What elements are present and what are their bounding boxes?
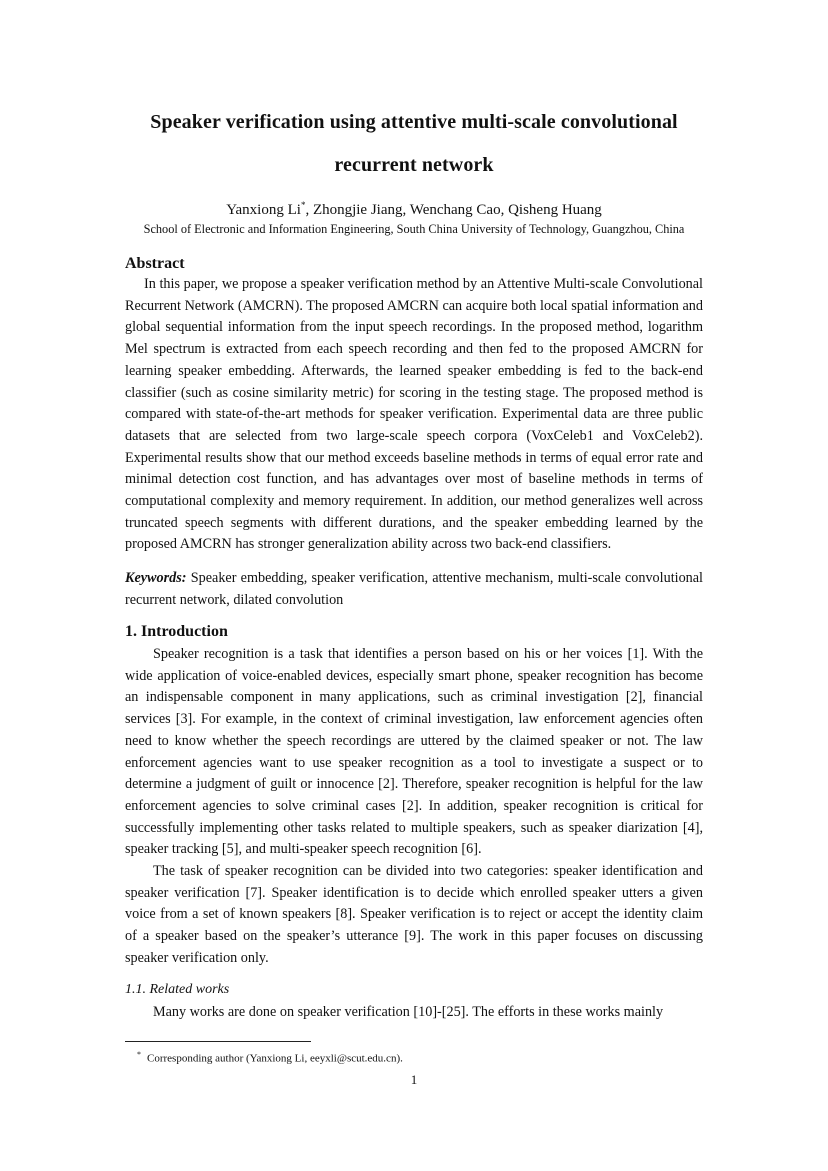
footnote-text: Corresponding author (Yanxiong Li, eeyxli@scut.edu.cn). [147, 1052, 403, 1065]
introduction-paragraph-1: Speaker recognition is a task that identifies a person based on his or her voices [1]. With the wide application of voice-enabled devices, especially smart phone, speaker recognition has become an indispensable component in many applications, such as criminal investigation [2], financial services [3]. For example, in the context of criminal investigation, law enforcement agencies often need to know whether the speech recordings are uttered by the claimed speaker or not. The law enforcement agencies want to use speaker recognition as a tool to investigate a suspect or to determine a judgment of guilt or innocence [2]. Therefore, speaker recognition is helpful for the law enforcement agencies to solve criminal cases [2]. In addition, speaker recognition is critical for successfully implementing other tasks related to multiple speakers, such as speaker diarization [4], speaker tracking [5], and multi-speaker speech recognition [6]. [125, 646, 703, 858]
introduction-paragraph-2: The task of speaker recognition can be divided into two categories: speaker identification and speaker verification [7]. Speaker identification is to decide which enrolled speaker utters a given voice from a set of known speakers [8]. Speaker verification is to reject or accept the identity claim of a speaker based on the speaker’s utterance [9]. The work in this paper focuses on discussing speaker verification only. [125, 863, 703, 966]
related-works-heading: 1.1. Related works [125, 982, 230, 997]
footnote [137, 1050, 403, 1065]
keywords-text: Speaker embedding, speaker verification, attentive mechanism, multi-scale convolutional recurrent network, dilated convolution [125, 570, 703, 608]
paper-title-line-2: recurrent network [334, 154, 494, 176]
affiliation: School of Electronic and Information Engineering, South China University of Technology, Guangzhou, China [143, 222, 685, 236]
page-number: 1 [410, 1072, 418, 1087]
author-list [0, 200, 828, 219]
corresponding-author-mark: * [300, 200, 306, 210]
introduction-heading: 1. Introduction [125, 623, 228, 640]
related-works-paragraph: Many works are done on speaker verification [10]-[25]. The efforts in these works mainly [153, 1004, 664, 1020]
other-authors: , Zhongjie Jiang, Wenchang Cao, Qisheng Huang [305, 202, 602, 218]
keywords [125, 568, 703, 611]
footnote-divider [125, 1041, 311, 1042]
first-author: Yanxiong Li [226, 202, 301, 218]
paper-title-line-1: Speaker verification using attentive multi-scale convolutional [150, 111, 678, 133]
abstract-text: In this paper, we propose a speaker verification method by an Attentive Multi-scale Convolutional Recurrent Network (AMCRN). The proposed AMCRN can acquire both local spatial information and global sequential information from the input speech recordings. In the proposed method, logarithm Mel spectrum is extracted from each speech recording and then fed to the proposed AMCRN for learning speaker embedding. Afterwards, the learned speaker embedding is fed to the back-end classifier (such as cosine similarity metric) for scoring in the testing stage. The proposed method is compared with state-of-the-art methods for speaker verification. Experimental data are three public datasets that are selected from two large-scale speech corpora (VoxCeleb1 and VoxCeleb2). Experimental results show that our method exceeds baseline methods in terms of equal error rate and minimal detection cost function, and has advantages over most of baseline methods in terms of computational complexity and memory requirement. In addition, our method generalizes well across truncated speech segments with different durations, and the speaker embedding learned by the proposed AMCRN has stronger generalization ability across two back-end classifiers. [125, 276, 703, 553]
abstract-heading: Abstract [125, 255, 185, 272]
keywords-label: Keywords: [125, 570, 187, 586]
footnote-mark: * [137, 1050, 141, 1059]
